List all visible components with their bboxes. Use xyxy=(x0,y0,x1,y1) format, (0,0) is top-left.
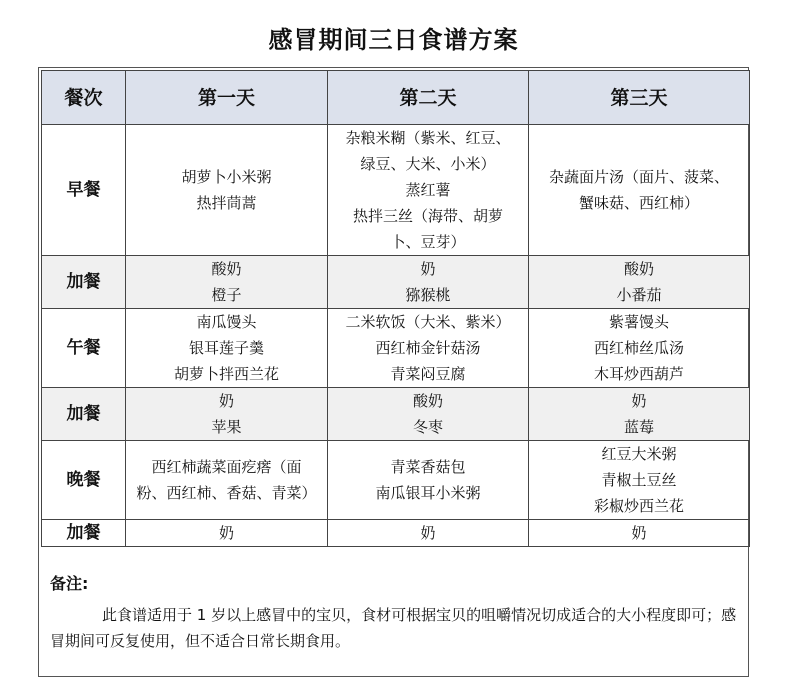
food-item: 热拌茼蒿 xyxy=(196,194,257,212)
notes-section xyxy=(50,571,740,654)
food-item: 西红柿蔬菜面疙瘩（面 xyxy=(151,458,302,476)
day-2-cell xyxy=(328,520,529,547)
food-item: 杂蔬面片汤（面片、菠菜、 xyxy=(548,168,729,186)
food-item: 蟹味菇、西红柿） xyxy=(578,194,699,212)
header-meal: 餐次 xyxy=(42,71,126,125)
day-1-cell xyxy=(126,125,328,256)
food-item: 彩椒炒西兰花 xyxy=(593,497,684,515)
food-item: 银耳莲子羹 xyxy=(188,339,264,357)
food-item: 奶 xyxy=(631,392,647,410)
food-item: 西红柿丝瓜汤 xyxy=(593,339,684,357)
food-item: 绿豆、大米、小米） xyxy=(360,155,496,173)
food-item: 南瓜银耳小米粥 xyxy=(375,484,481,502)
meal-label: 加餐 xyxy=(42,520,126,547)
meal-label: 午餐 xyxy=(42,309,126,388)
day-3-cell xyxy=(529,125,750,256)
page-title: 感冒期间三日食谱方案 xyxy=(268,26,519,54)
food-item: 西红柿金针菇汤 xyxy=(375,339,481,357)
food-item: 酸奶 xyxy=(211,260,242,278)
food-item: 奶 xyxy=(420,524,436,542)
notes-text: 此食谱适用于 1 岁以上感冒中的宝贝，食材可根据宝贝的咀嚼情况切成适合的大小程度即可；感冒期间可反复使用，但不适合日常长期食用。 xyxy=(50,606,737,650)
day-2-cell xyxy=(328,125,529,256)
food-item: 南瓜馒头 xyxy=(196,313,257,331)
food-item: 小番茄 xyxy=(616,286,662,304)
header-day-3: 第三天 xyxy=(529,71,750,125)
day-1-cell xyxy=(126,256,328,309)
food-item: 苹果 xyxy=(211,418,242,436)
meal-label: 晚餐 xyxy=(42,441,126,520)
meal-label: 加餐 xyxy=(42,388,126,441)
meal-label: 早餐 xyxy=(42,125,126,256)
day-1-cell xyxy=(126,520,328,547)
day-2-cell xyxy=(328,256,529,309)
food-item: 胡萝卜小米粥 xyxy=(181,168,272,186)
day-2-cell xyxy=(328,441,529,520)
meal-row xyxy=(42,256,750,309)
food-item: 蓝莓 xyxy=(623,418,654,436)
meal-row xyxy=(42,520,750,547)
food-item: 红豆大米粥 xyxy=(601,445,677,463)
food-item: 蒸红薯 xyxy=(405,181,451,199)
meal-table-body xyxy=(42,125,750,547)
day-3-cell xyxy=(529,388,750,441)
food-item: 青菜香菇包 xyxy=(390,458,466,476)
meal-label: 加餐 xyxy=(42,256,126,309)
header-row xyxy=(42,71,750,125)
meal-row xyxy=(42,441,750,520)
notes-label: 备注: xyxy=(50,574,89,593)
food-item: 木耳炒西葫芦 xyxy=(593,365,684,383)
food-item: 奶 xyxy=(631,524,647,542)
food-item: 酸奶 xyxy=(412,392,443,410)
food-item: 奶 xyxy=(218,392,234,410)
food-item: 奶 xyxy=(218,524,234,542)
food-item: 胡萝卜拌西兰花 xyxy=(173,365,279,383)
food-item: 青菜闷豆腐 xyxy=(390,365,466,383)
day-3-cell xyxy=(529,309,750,388)
food-item: 奶 xyxy=(420,260,436,278)
food-item: 橙子 xyxy=(211,286,242,304)
day-3-cell xyxy=(529,520,750,547)
food-item: 酸奶 xyxy=(623,260,654,278)
food-item: 冬枣 xyxy=(412,418,443,436)
day-2-cell xyxy=(328,309,529,388)
meal-row xyxy=(42,309,750,388)
meal-row xyxy=(42,125,750,256)
food-item: 猕猴桃 xyxy=(405,286,451,304)
day-2-cell xyxy=(328,388,529,441)
header-day-1: 第一天 xyxy=(126,71,328,125)
food-item: 青椒土豆丝 xyxy=(601,471,677,489)
food-item: 二米软饭（大米、紫米） xyxy=(345,313,511,331)
day-1-cell xyxy=(126,388,328,441)
header-day-2: 第二天 xyxy=(328,71,529,125)
food-item: 紫薯馒头 xyxy=(608,313,669,331)
day-1-cell xyxy=(126,441,328,520)
food-item: 热拌三丝（海带、胡萝 xyxy=(352,207,503,225)
meal-row xyxy=(42,388,750,441)
day-3-cell xyxy=(529,441,750,520)
meal-plan-table xyxy=(41,70,750,547)
day-3-cell xyxy=(529,256,750,309)
food-item: 杂粮米糊（紫米、红豆、 xyxy=(345,129,511,147)
day-1-cell xyxy=(126,309,328,388)
food-item: 粉、西红柿、香菇、青菜） xyxy=(136,484,317,502)
food-item: 卜、豆芽） xyxy=(390,233,466,251)
